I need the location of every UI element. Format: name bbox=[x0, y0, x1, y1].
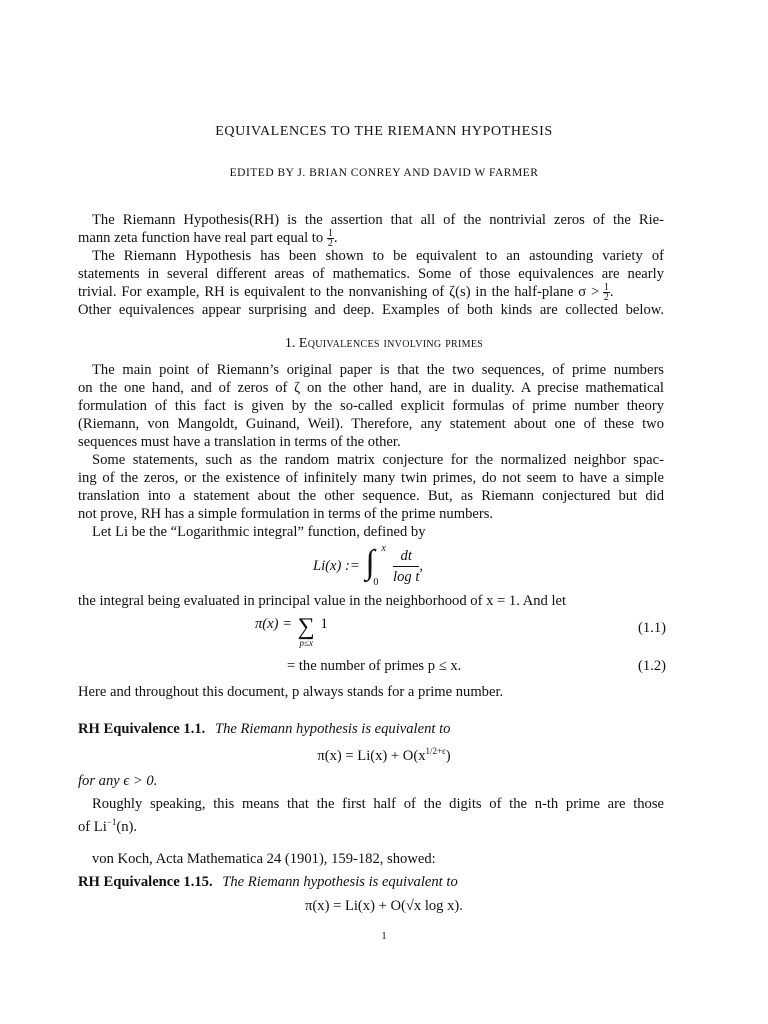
body-line: ing of the zeros, or the existence of infinitely many twin primes, do not seem to have a simple bbox=[78, 470, 664, 486]
theorem-label: RH Equivalence 1.15. bbox=[78, 874, 213, 890]
intro-line: The Riemann Hypothesis(RH) is the assertion that all of the nontrivial zeros of the Rie- bbox=[92, 212, 664, 228]
theorem-label: RH Equivalence 1.1. bbox=[78, 721, 206, 737]
byline: EDITED BY J. BRIAN CONREY AND DAVID W FARMER bbox=[229, 167, 539, 179]
theorem-condition: for any ϵ > 0. bbox=[78, 773, 158, 789]
paper-title: EQUIVALENCES TO THE RIEMANN HYPOTHESIS bbox=[215, 124, 553, 139]
body-line: (Riemann, von Mangoldt, Guinand, Weil). Therefore, any statement about one of these two bbox=[78, 416, 664, 432]
body-line: translation into a statement about the other sequence. But, as Riemann conjectured but did bbox=[78, 488, 664, 504]
intro-text: mann zeta function have real part equal to bbox=[78, 230, 324, 246]
integral-sign: ∫ x 0 bbox=[365, 542, 386, 588]
intro-line: statements in several different areas of mathematics. Some of those equivalences are nearly bbox=[78, 266, 664, 282]
li-lhs: Li(x) := bbox=[313, 558, 360, 574]
intro-line: trivial. For example, RH is equivalent to the nonvanishing of ζ(s) in the half-plane σ > $\frac{1}{2}$ . bbox=[78, 282, 614, 304]
body-line: of $Li^{-1}(n)$. bbox=[78, 817, 138, 835]
integral-upper-limit: x bbox=[381, 542, 386, 554]
equation-1-1 bbox=[255, 616, 328, 648]
exponent: 1/2+ϵ bbox=[425, 746, 446, 756]
li-definition-formula: Li(x) := ∫ x 0 $\frac{dt}{\text{log t}}$ , bbox=[313, 542, 424, 588]
body-line: Let Li be the “Logarithmic integral” function, defined by bbox=[92, 524, 426, 540]
one-half-fraction: $\frac{1}{2}$ bbox=[327, 228, 333, 250]
theorem-1-15-formula: π(x) = Li(x) + O(√x log x). bbox=[305, 898, 463, 914]
body-line: sequences must have a translation in terms of the other. bbox=[78, 434, 401, 450]
theorem-1-15 bbox=[78, 873, 664, 891]
one-half-fraction: $\frac{1}{2}$ bbox=[603, 282, 609, 304]
equation-1-2: = the number of primes p ≤ x. bbox=[287, 658, 462, 674]
theorem-1-1 bbox=[78, 720, 664, 738]
section-heading bbox=[0, 336, 768, 352]
equation-number: (1.1) bbox=[638, 620, 666, 636]
section-number: 1. bbox=[284, 336, 296, 351]
body-line: the integral being evaluated in principal value in the neighborhood of x = 1. And let bbox=[78, 593, 567, 609]
dt-over-log-t: $\frac{dt}{\text{log t}}$ bbox=[393, 548, 420, 585]
sum-index: p≤x bbox=[299, 638, 313, 648]
theorem-statement: The Riemann hypothesis is equivalent to bbox=[214, 721, 451, 737]
body-line: Here and throughout this document, p always stands for a prime number. bbox=[78, 684, 504, 700]
page-number: 1 bbox=[381, 930, 387, 942]
intro-line: mann zeta function have real part equal to $\frac{1}{2}$ . bbox=[78, 228, 338, 250]
intro-line: Other equivalences appear surprising and deep. Examples of both kinds are collected below. bbox=[78, 302, 664, 318]
equation-number: (1.2) bbox=[638, 658, 666, 674]
intro-line: The Riemann Hypothesis has been shown to be equivalent to an astounding variety of bbox=[92, 248, 664, 264]
body-line: Roughly speaking, this means that the first half of the digits of the n-th prime are those bbox=[92, 796, 664, 812]
pi-lhs: π(x) = bbox=[255, 616, 293, 632]
theorem-statement: The Riemann hypothesis is equivalent to bbox=[222, 874, 458, 890]
body-line: on the one hand, and of zeros of ζ on the other hand, are in duality. A precise mathematical bbox=[78, 380, 664, 396]
integral-lower-limit: 0 bbox=[373, 576, 379, 588]
body-line: not prove, RH has a simple formulation in terms of the prime numbers. bbox=[78, 506, 494, 522]
intro-text: trivial. For example, RH is equivalent to the nonvanishing of ζ(s) in the half-plane σ > bbox=[78, 284, 600, 300]
body-line: formulation of this fact is given by the so-called explicit formulas of prime number theory bbox=[78, 398, 664, 414]
summation: ∑ p≤x bbox=[297, 614, 315, 648]
body-line: von Koch, Acta Mathematica 24 (1901), 159-182, showed: bbox=[92, 851, 436, 867]
sum-term: 1 bbox=[320, 616, 328, 632]
theorem-1-1-formula: $\pi(x) = Li(x) + O(x^{1/2+\epsilon})$ bbox=[317, 746, 451, 764]
body-line: Some statements, such as the random matrix conjecture for the normalized neighbor spac- bbox=[92, 452, 664, 468]
section-title: Equivalences involving primes bbox=[298, 336, 484, 351]
body-line: The main point of Riemann’s original paper is that the two sequences, of prime numbers bbox=[92, 362, 664, 378]
